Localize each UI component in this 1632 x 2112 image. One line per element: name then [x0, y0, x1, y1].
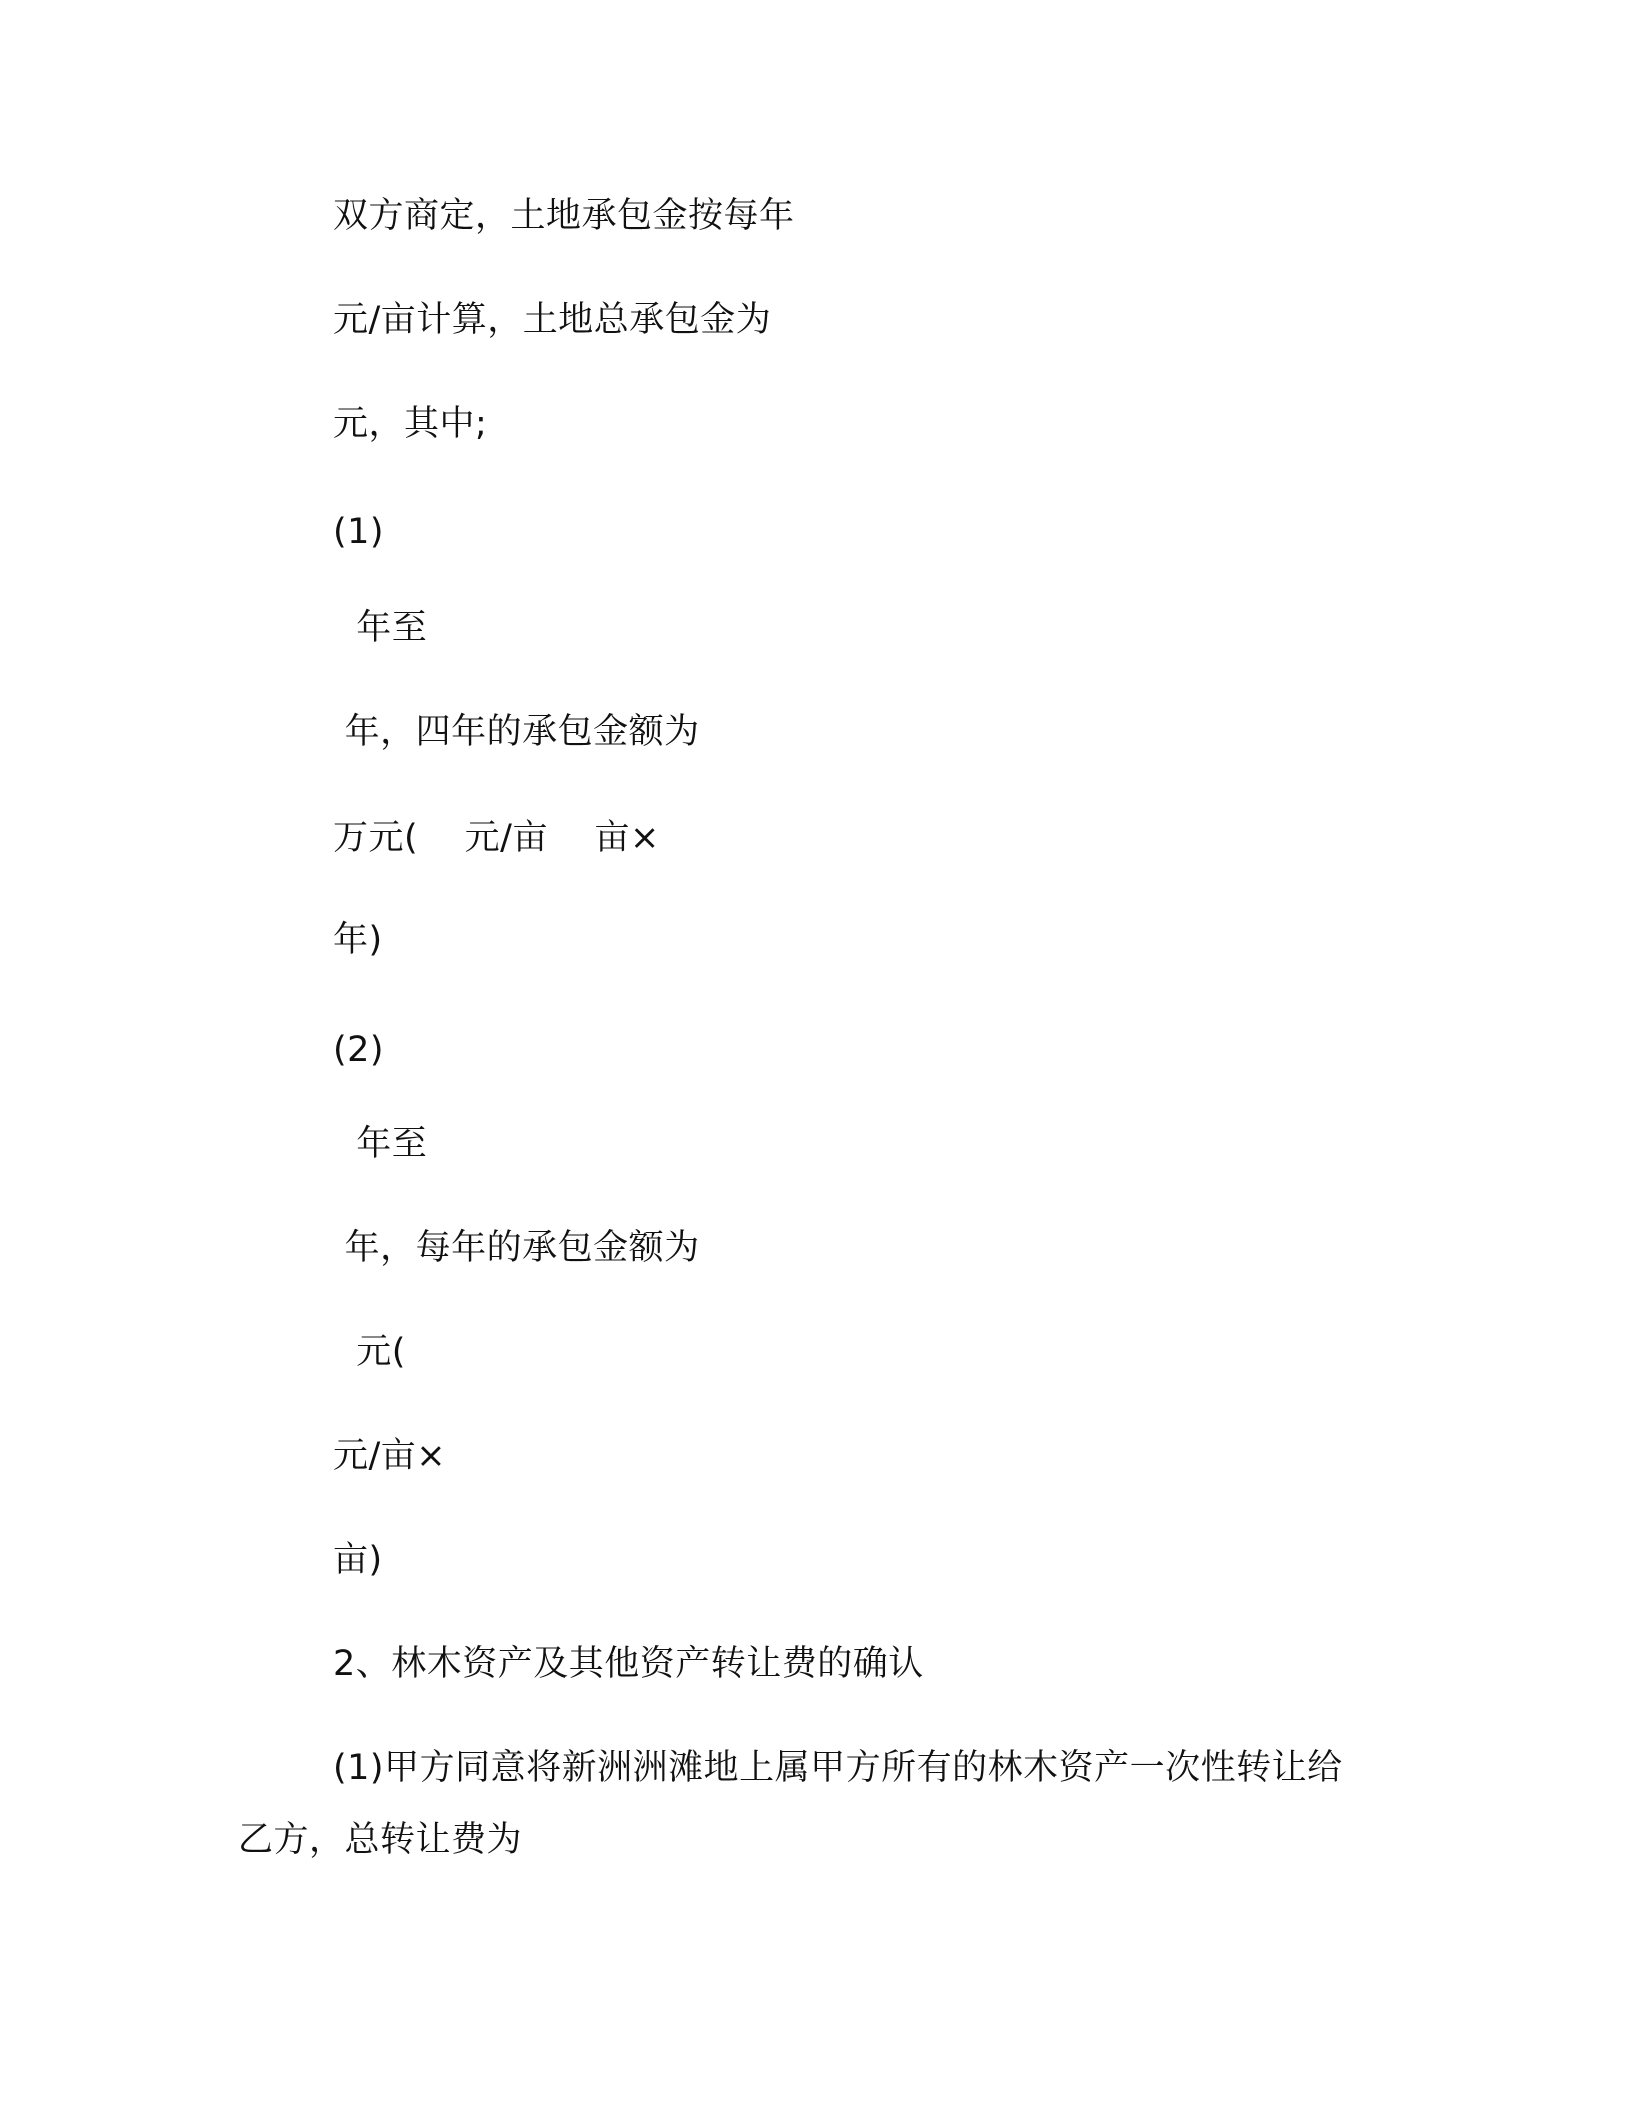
text-line-1: 双方商定，土地承包金按每年	[333, 196, 795, 236]
text-line-4: (1)	[333, 512, 385, 552]
text-line-17: 乙方，总转让费为	[238, 1820, 523, 1860]
text-line-12: 元(	[333, 1332, 406, 1372]
text-line-2: 元/亩计算，土地总承包金为	[333, 300, 772, 340]
text-line-13: 元/亩×	[333, 1436, 447, 1476]
text-line-6: 年，四年的承包金额为	[333, 712, 700, 752]
text-line-10: 年至	[333, 1124, 428, 1164]
text-line-5: 年至	[333, 608, 428, 648]
text-line-11: 年，每年的承包金额为	[333, 1228, 700, 1268]
section-heading: 2、林木资产及其他资产转让费的确认	[333, 1644, 924, 1684]
text-line-8: 年)	[333, 920, 383, 960]
text-line-9: (2)	[333, 1030, 385, 1070]
text-line-14: 亩)	[333, 1540, 383, 1580]
text-line-16: (1)甲方同意将新洲洲滩地上属甲方所有的林木资产一次性转让给	[333, 1748, 1343, 1788]
text-line-7: 万元( 元/亩 亩×	[333, 818, 660, 858]
text-line-3: 元，其中;	[333, 404, 488, 444]
